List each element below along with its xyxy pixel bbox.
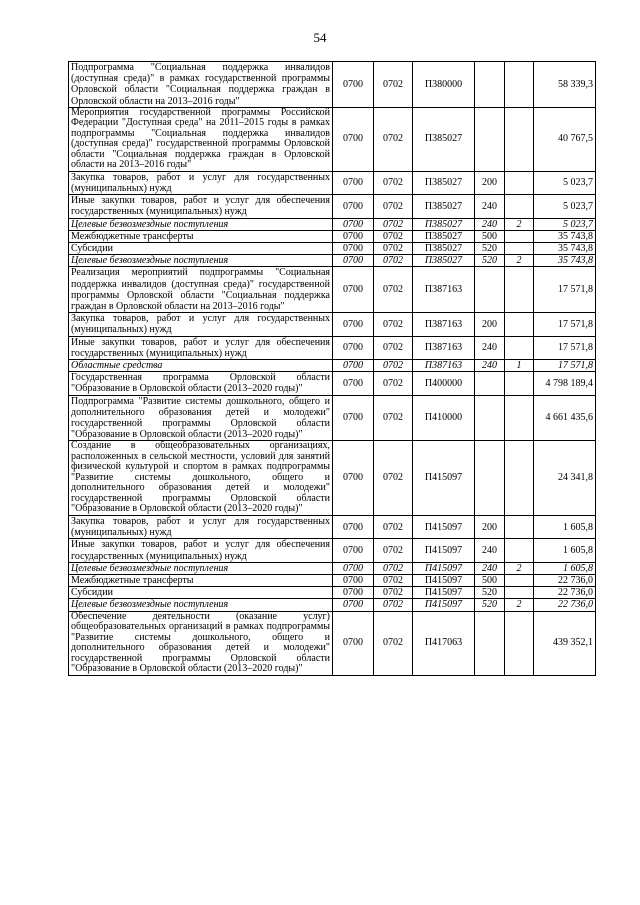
section-code: 0700 [333, 599, 374, 611]
funding-source-code [505, 267, 534, 313]
expense-type-code: 200 [475, 313, 505, 336]
target-article-code: П410000 [413, 395, 475, 441]
funding-source-code [505, 62, 534, 108]
section-code: 0700 [333, 336, 374, 359]
funding-source-code [505, 107, 534, 171]
target-article-code: П415097 [413, 441, 475, 516]
table-row [69, 360, 596, 372]
table-row [69, 195, 596, 218]
row-name: Обеспечение деятельности (оказание услуг) общеобразовательных организаций в рамках подпрограммы "Развитие системы дошкольного, общего и дополнительного образования детей и молодежи" государственной программы Орловской области "Образование в Орловской области (2013–2020 годы)" [69, 611, 333, 675]
table-row [69, 107, 596, 171]
section-code: 0700 [333, 255, 374, 267]
target-article-code: П387163 [413, 267, 475, 313]
subsection-code: 0702 [374, 515, 413, 538]
target-article-code: П385027 [413, 195, 475, 218]
section-code: 0700 [333, 267, 374, 313]
target-article-code: П385027 [413, 218, 475, 230]
table-row [69, 587, 596, 599]
row-name: Реализация мероприятий подпрограммы "Социальная поддержка инвалидов (доступная среда)" государственной программы Орловской области "Социальная поддержка граждан в Орловской области на 2013–2016 годы" [69, 267, 333, 313]
target-article-code: П400000 [413, 372, 475, 395]
funding-source-code [505, 195, 534, 218]
section-code: 0700 [333, 313, 374, 336]
subsection-code: 0702 [374, 360, 413, 372]
expense-type-code: 500 [475, 230, 505, 242]
subsection-code: 0702 [374, 336, 413, 359]
expense-type-code: 500 [475, 575, 505, 587]
subsection-code: 0702 [374, 611, 413, 675]
section-code: 0700 [333, 62, 374, 108]
table-row [69, 336, 596, 359]
funding-source-code: 2 [505, 599, 534, 611]
amount: 1 605,8 [534, 515, 596, 538]
table-row [69, 395, 596, 441]
expense-type-code [475, 611, 505, 675]
section-code: 0700 [333, 611, 374, 675]
amount: 17 571,8 [534, 267, 596, 313]
section-code: 0700 [333, 562, 374, 574]
row-name: Закупка товаров, работ и услуг для государственных (муниципальных) нужд [69, 313, 333, 336]
amount: 35 743,8 [534, 230, 596, 242]
table-row [69, 218, 596, 230]
table-row [69, 230, 596, 242]
subsection-code: 0702 [374, 539, 413, 562]
funding-source-code: 1 [505, 360, 534, 372]
expense-type-code: 200 [475, 171, 505, 194]
target-article-code: П385027 [413, 230, 475, 242]
amount: 4 661 435,6 [534, 395, 596, 441]
expense-type-code: 200 [475, 515, 505, 538]
section-code: 0700 [333, 395, 374, 441]
table-row [69, 313, 596, 336]
section-code: 0700 [333, 171, 374, 194]
amount: 5 023,7 [534, 218, 596, 230]
row-name: Субсидии [69, 587, 333, 599]
amount: 1 605,8 [534, 562, 596, 574]
subsection-code: 0702 [374, 107, 413, 171]
subsection-code: 0702 [374, 243, 413, 255]
subsection-code: 0702 [374, 171, 413, 194]
funding-source-code [505, 336, 534, 359]
section-code: 0700 [333, 243, 374, 255]
row-name: Межбюджетные трансферты [69, 575, 333, 587]
subsection-code: 0702 [374, 599, 413, 611]
row-name: Областные средства [69, 360, 333, 372]
amount: 22 736,0 [534, 587, 596, 599]
subsection-code: 0702 [374, 195, 413, 218]
table-row [69, 255, 596, 267]
expense-type-code: 240 [475, 336, 505, 359]
row-name: Иные закупки товаров, работ и услуг для обеспечения государственных (муниципальных) нужд [69, 195, 333, 218]
funding-source-code [505, 243, 534, 255]
section-code: 0700 [333, 372, 374, 395]
expense-type-code [475, 372, 505, 395]
section-code: 0700 [333, 218, 374, 230]
expense-type-code: 240 [475, 562, 505, 574]
subsection-code: 0702 [374, 575, 413, 587]
expense-type-code: 240 [475, 195, 505, 218]
section-code: 0700 [333, 360, 374, 372]
target-article-code: П415097 [413, 562, 475, 574]
expense-type-code: 240 [475, 218, 505, 230]
section-code: 0700 [333, 230, 374, 242]
table-row [69, 267, 596, 313]
target-article-code: П417063 [413, 611, 475, 675]
row-name: Государственная программа Орловской области "Образование в Орловской области (2013–2020 годы)" [69, 372, 333, 395]
table-row [69, 243, 596, 255]
amount: 22 736,0 [534, 575, 596, 587]
amount: 5 023,7 [534, 195, 596, 218]
table-row [69, 562, 596, 574]
table-row [69, 539, 596, 562]
target-article-code: П415097 [413, 515, 475, 538]
funding-source-code [505, 313, 534, 336]
row-name: Целевые безвозмездные поступления [69, 255, 333, 267]
target-article-code: П415097 [413, 575, 475, 587]
subsection-code: 0702 [374, 372, 413, 395]
expense-type-code [475, 267, 505, 313]
amount: 1 605,8 [534, 539, 596, 562]
funding-source-code [505, 587, 534, 599]
table-row [69, 575, 596, 587]
row-name: Подпрограмма "Развитие системы дошкольного, общего и дополнительного образования детей и молодежи" государственной программы Орловской области "Образование в Орловской области (2013–2020 годы)" [69, 395, 333, 441]
subsection-code: 0702 [374, 230, 413, 242]
target-article-code: П385027 [413, 171, 475, 194]
amount: 4 798 189,4 [534, 372, 596, 395]
target-article-code: П380000 [413, 62, 475, 108]
target-article-code: П387163 [413, 336, 475, 359]
funding-source-code: 2 [505, 218, 534, 230]
target-article-code: П415097 [413, 587, 475, 599]
subsection-code: 0702 [374, 441, 413, 516]
row-name: Субсидии [69, 243, 333, 255]
funding-source-code [505, 575, 534, 587]
section-code: 0700 [333, 441, 374, 516]
table-row [69, 599, 596, 611]
subsection-code: 0702 [374, 587, 413, 599]
target-article-code: П387163 [413, 313, 475, 336]
expense-type-code: 520 [475, 587, 505, 599]
budget-table [68, 61, 596, 676]
funding-source-code [505, 171, 534, 194]
row-name: Подпрограмма "Социальная поддержка инвалидов (доступная среда)" в рамках государственной программы Орловской области "Социальная поддержка граждан в Орловской области на 2013–2016 годы" [69, 62, 333, 108]
expense-type-code: 240 [475, 539, 505, 562]
table-row [69, 611, 596, 675]
subsection-code: 0702 [374, 218, 413, 230]
row-name: Межбюджетные трансферты [69, 230, 333, 242]
row-name: Иные закупки товаров, работ и услуг для обеспечения государственных (муниципальных) нужд [69, 539, 333, 562]
subsection-code: 0702 [374, 267, 413, 313]
amount: 5 023,7 [534, 171, 596, 194]
amount: 35 743,8 [534, 255, 596, 267]
expense-type-code: 520 [475, 255, 505, 267]
subsection-code: 0702 [374, 313, 413, 336]
funding-source-code [505, 539, 534, 562]
expense-type-code [475, 107, 505, 171]
target-article-code: П385027 [413, 255, 475, 267]
funding-source-code [505, 395, 534, 441]
funding-source-code [505, 515, 534, 538]
section-code: 0700 [333, 575, 374, 587]
amount: 24 341,8 [534, 441, 596, 516]
table-row [69, 372, 596, 395]
section-code: 0700 [333, 587, 374, 599]
amount: 439 352,1 [534, 611, 596, 675]
funding-source-code: 2 [505, 562, 534, 574]
subsection-code: 0702 [374, 395, 413, 441]
funding-source-code [505, 611, 534, 675]
expense-type-code: 240 [475, 360, 505, 372]
row-name: Целевые безвозмездные поступления [69, 218, 333, 230]
expense-type-code [475, 395, 505, 441]
section-code: 0700 [333, 107, 374, 171]
funding-source-code [505, 230, 534, 242]
target-article-code: П385027 [413, 107, 475, 171]
target-article-code: П415097 [413, 599, 475, 611]
amount: 35 743,8 [534, 243, 596, 255]
amount: 22 736,0 [534, 599, 596, 611]
expense-type-code: 520 [475, 243, 505, 255]
subsection-code: 0702 [374, 255, 413, 267]
section-code: 0700 [333, 515, 374, 538]
page-number: 54 [313, 30, 327, 45]
section-code: 0700 [333, 195, 374, 218]
row-name: Создание в общеобразовательных организациях, расположенных в сельской местности, условий для занятий физической культурой и спортом в рамках подпрограммы "Развитие системы дошкольного, общего и дополнительного образования детей и молодежи" государственной программы Орловской области "Образование в Орловской области (2013–2020 годы)" [69, 441, 333, 516]
funding-source-code [505, 441, 534, 516]
row-name: Закупка товаров, работ и услуг для государственных (муниципальных) нужд [69, 515, 333, 538]
row-name: Иные закупки товаров, работ и услуг для обеспечения государственных (муниципальных) нужд [69, 336, 333, 359]
section-code: 0700 [333, 539, 374, 562]
amount: 58 339,3 [534, 62, 596, 108]
amount: 17 571,8 [534, 313, 596, 336]
table-row [69, 62, 596, 108]
target-article-code: П387163 [413, 360, 475, 372]
table-row [69, 441, 596, 516]
amount: 17 571,8 [534, 336, 596, 359]
funding-source-code [505, 372, 534, 395]
expense-type-code [475, 441, 505, 516]
row-name: Мероприятия государственной программы Российской Федерации "Доступная среда" на 2011–2015 годы в рамках подпрограммы "Социальная поддержка инвалидов (доступная среда)" государственной программы Орловской области "Социальная поддержка граждан в Орловской области на 2013–2016 годы" [69, 107, 333, 171]
expense-type-code: 520 [475, 599, 505, 611]
amount: 17 571,8 [534, 360, 596, 372]
subsection-code: 0702 [374, 62, 413, 108]
subsection-code: 0702 [374, 562, 413, 574]
row-name: Целевые безвозмездные поступления [69, 562, 333, 574]
target-article-code: П385027 [413, 243, 475, 255]
row-name: Закупка товаров, работ и услуг для государственных (муниципальных) нужд [69, 171, 333, 194]
table-row [69, 171, 596, 194]
amount: 40 767,5 [534, 107, 596, 171]
funding-source-code: 2 [505, 255, 534, 267]
table-row [69, 515, 596, 538]
expense-type-code [475, 62, 505, 108]
target-article-code: П415097 [413, 539, 475, 562]
row-name: Целевые безвозмездные поступления [69, 599, 333, 611]
